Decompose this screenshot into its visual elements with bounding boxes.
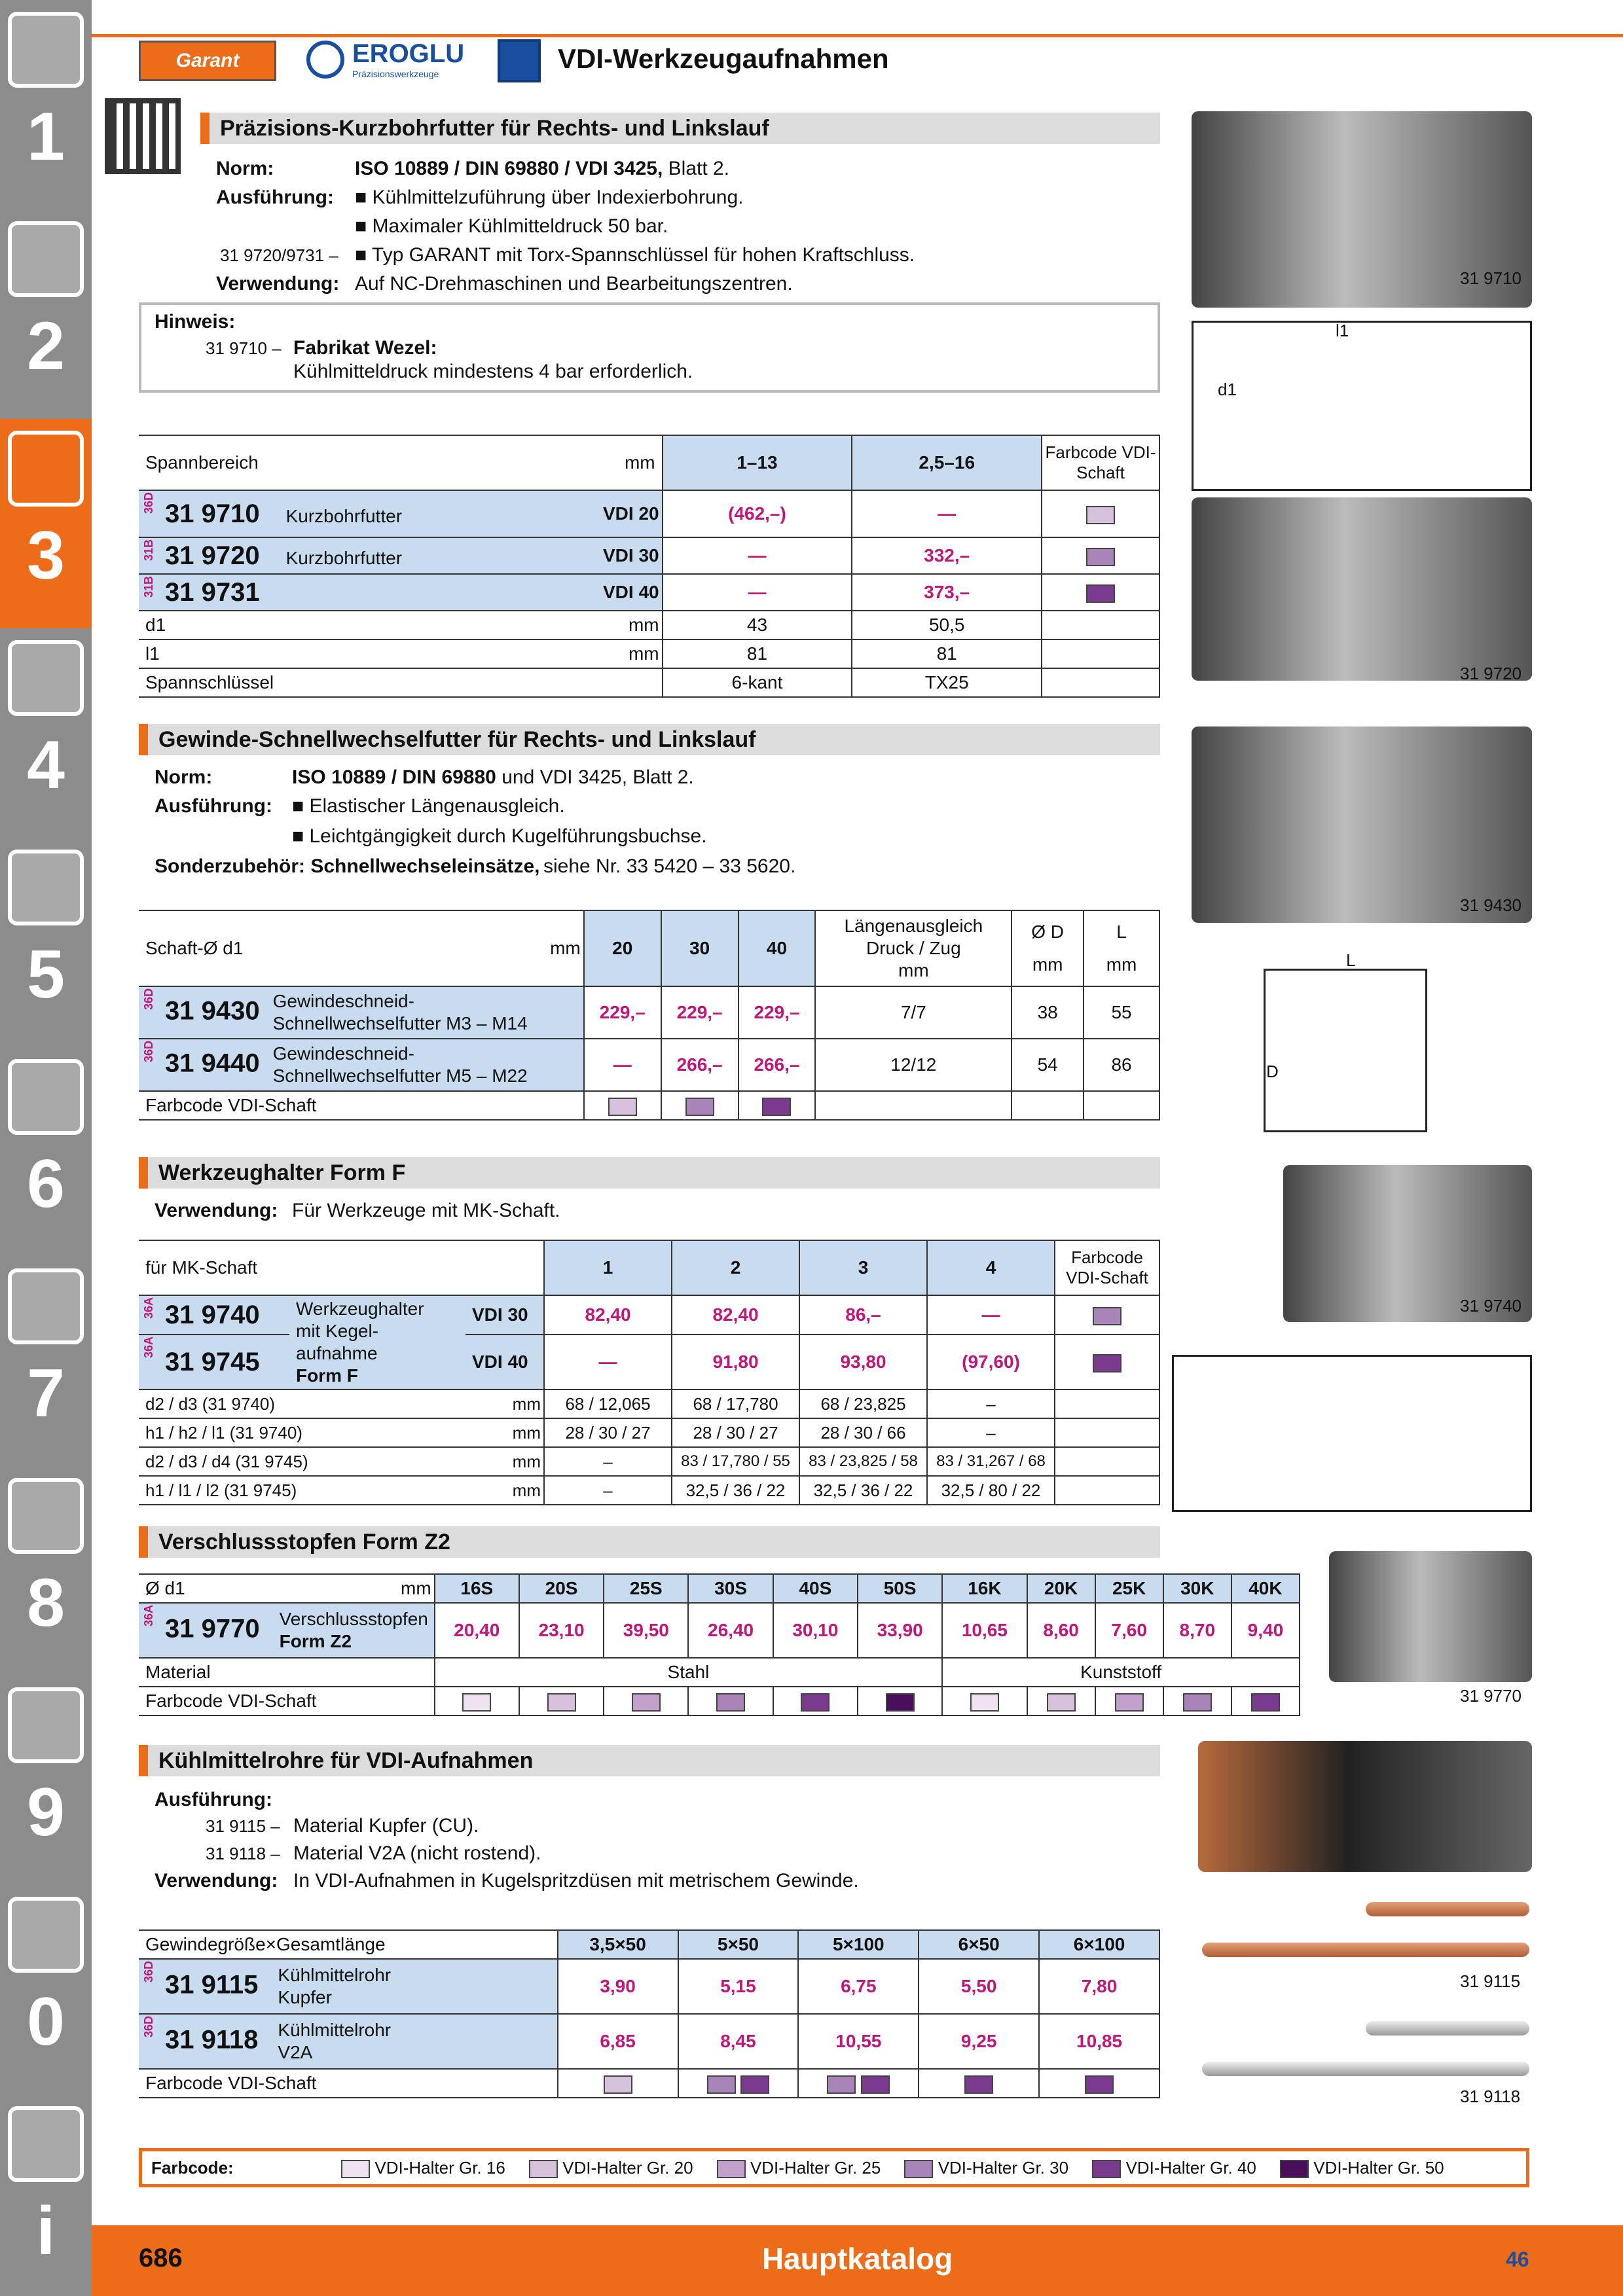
product-image-kuehlmittelrohr-anwendung [1198, 1741, 1532, 1872]
catalog-name: Hauptkatalog [761, 2242, 953, 2276]
color-swatch [1047, 1693, 1076, 1712]
image-caption: 31 9770 [1460, 1686, 1522, 1706]
section-title-verschlussstopfen: Verschlussstopfen Form Z2 [139, 1526, 1160, 1558]
product-image-319430 [1192, 726, 1532, 923]
color-swatch [1086, 548, 1115, 566]
color-code-legend: Farbcode: VDI-Halter Gr. 16 VDI-Halter Gr. 20 VDI-Halter Gr. 25 VDI-Halter Gr. 30 VDI-Halter Gr. 40 VDI-Halter Gr. 50 [139, 2148, 1529, 2187]
image-caption: 31 9720 [1460, 664, 1522, 683]
color-swatch [462, 1693, 491, 1712]
color-swatch [827, 2075, 856, 2094]
ausfuehrung-item: ■ Maximaler Kühlmitteldruck 50 bar. [355, 215, 668, 237]
color-swatch [1093, 1354, 1122, 1372]
color-swatch [529, 2160, 558, 2178]
color-swatch [1092, 2160, 1121, 2178]
color-swatch [685, 1098, 714, 1116]
table-row: 36D 31 9440 Gewindeschneid- Schnellwechselfutter M5 – M22 — 266,– 266,– 12/12 54 86 [139, 1039, 1159, 1091]
dimension-drawing [1172, 1355, 1532, 1512]
table-row: 36D 31 9430 Gewindeschneid- Schnellwechselfutter M3 – M14 229,– 229,– 229,– 7/7 38 55 [139, 986, 1159, 1039]
chapter-tab-5[interactable]: 5 [0, 838, 92, 1047]
hint-ref: 31 9710 – [206, 338, 282, 358]
product-image-319770 [1329, 1551, 1532, 1682]
color-swatch [707, 2075, 736, 2094]
hint-label: Hinweis: [155, 311, 236, 332]
verwendung-label: Verwendung: [216, 273, 340, 295]
wrench-icon [8, 1059, 84, 1135]
caliper-icon [8, 640, 84, 716]
chapter-tab-1[interactable]: 1 [0, 0, 92, 209]
color-swatch [716, 1693, 745, 1712]
chapter-tab-info[interactable]: i [0, 2094, 92, 2296]
color-swatch [904, 2160, 933, 2178]
table-schnellwechselfutter: Schaft-Ø d1 mm 20 30 40 Längenausgleich Druck / Zug mm Ø D mm L mm 36D 31 9430 Gewindeschneid- Schnellwechselfutter M3 – M14 229,– 229,– 229,– 7/7 38 55 36D 31 9440 Gewindeschneid- Schnellwechselfutter M5 – M22 — 266,– 266,– 12/12 54 86 Farbcode VDI-Schaft [139, 910, 1160, 1121]
garant-logo: Garant [139, 41, 276, 81]
chapter-tab-9[interactable]: 9 [0, 1676, 92, 1885]
color-swatch [1093, 1307, 1122, 1325]
image-caption: 31 9710 [1460, 268, 1522, 288]
catalog-page: 1 2 3 4 5 6 7 8 9 0 i Garant EROGLU Präzisionswerkzeuge VDI-Werkzeugaufnahmen Präzisions-Kurzbohrfutter für Rechts- und Linkslauf Norm: ISO 10889 / DIN 69880 / VDI 3425, Blatt 2. Ausführung: ■ Kühlmittelzuführung über Indexierbohrung. ■ Maximaler Kühlmitteldruck 50 bar. 31 9720/9731 – ■ Typ GARANT mit Torx-Spannschlüssel für hohen Kraftschluss. Verwendung: Auf NC-Drehmaschinen und Bearbeitungszentren. Hinweis: 31 9710 – Fabrikat Wezel: Kühlmitteldruck mindestens 4 bar erforderlich. Spannbereich mm 1–13 2,5–16 Farbcode VDI-Schaft 36D 31 9710 Kurzbohrfutter VDI 20 (462,–) — 31B 31 9720 Kurzbohrfutter VDI 30 — 332,– 31B 31 9731 VDI 40 — 373,– d1 mm 43 50,5 l1 mm 81 81 Spannschlüssel 6-kant TX25 31 9710 l1 d1 31 9720 Gewinde-Schnellwechselfutter für Rechts- und Linkslauf Norm: ISO 10889 / DIN 69880 und VDI 3425, Blatt 2. Ausführung: ■ Elastischer Längenausgleich. ■ Leichtgängigkeit durch Kugelführungsbuchse. Sonderzubehör: Schnellwechseleinsätze, siehe Nr. 33 5420 – 33 5620. Schaft-Ø d1 mm 20 30 40 Längenausgleich Druck / Zug mm Ø D mm L mm 36D 31 9430 Gewindeschneid- Schnellwechselfutter M3 – M14 229,– 229,– 229,– 7/7 38 55 36D 31 9440 Gewindeschneid- Schnellwechselfutter M5 – M22 — 266,– 266,– 12/12 54 86 Farbcode VDI-Schaft 31 9430 L D Werkzeughalter Form F Verwendung: Für Werkzeuge mit MK-Schaft. für MK-Schaft 1 2 3 4 Farbcode VDI-Schaft 36A 31 9740 Werkzeughalter mit Kegel- aufnahme Form F VDI 30 82,40 82,40 86,– — 36A 31 9745 VDI 40 — 91,80 93,80 (97,60) d2 / d3 (31 9740) mm 68 / 12,065 68 / 17,780 68 / 23,825 – h1 / h2 / l1 (31 9740) mm 28 / 30 / 27 28 / 30 / 27 28 / 30 / 66 – d2 / d3 / d4 (31 9745) mm – 83 / 17,780 / 55 83 / 23,825 / 58 83 / 31,267 / 68 h1 / l1 / l2 (31 9745) mm – 32,5 / 36 / 22 32,5 / 36 / 22 32,5 / 80 / 22 31 9740 Verschlussstopfen Form Z2 Ø d1 mm 16S 20S 25S 30S 40S 50S 16K 20K 25K 30K 40K 36A 31 9770 Verschlussstopfen Form Z2 20,40 23,10 39,50 26,40 30,10 33,90 10,65 8,60 7,60 8,70 9,40 Material Stahl Kunststoff Farbcode VDI-Schaft 31 9770 Kühlmittelrohre für VDI-Aufnahmen Ausführung: 31 9115 – Material Kupfer (CU). 31 9118 – Material V2A (nicht rostend). Verwendung: In VDI-Aufnahmen in Kugelspritzdüsen mit metrischem Gewinde. Gewindegröße×Gesamtlänge 3,5×50 5×50 5×100 6×50 6×100 36D 31 9115 Kühlmittelrohr Kupfer 3,90 5,15 6,75 5,50 7,80 36D 31 9118 Kühlmittelrohr V2A 6,85 8,45 10,55 9,25 10,85 Farbcode VDI-Schaft 31 9115 31 9118 Farbcode: VDI-Halter Gr. 16 VDI-Halter Gr. 20 VDI-Halter Gr. 25 VDI-Halter Gr. 30 VDI-Halter Gr. 40 VDI-Halter Gr. 50 686 Hauptkatalog 46 [0, 0, 1623, 2296]
table-row: 36A 31 9770 Verschlussstopfen Form Z2 20,40 23,10 39,50 26,40 30,10 33,90 10,65 8,60 7,60 8,70 9,40 [139, 1603, 1300, 1658]
image-caption: 31 9118 [1460, 2087, 1521, 2106]
chapter-tab-6[interactable]: 6 [0, 1047, 92, 1257]
header-rule [92, 34, 1623, 37]
table-row: 31B 31 9731 VDI 40 — 373,– [139, 574, 1159, 611]
pliers-icon [8, 1268, 84, 1344]
chuck-icon [8, 431, 84, 507]
verwendung-text: Auf NC-Drehmaschinen und Bearbeitungszentren. [355, 273, 793, 295]
page-number: 686 [139, 2244, 183, 2272]
chapter-tab-4[interactable]: 4 [0, 628, 92, 838]
page-title: VDI-Werkzeugaufnahmen [558, 43, 889, 74]
dimension-drawing [1264, 969, 1427, 1132]
hint-bold: Fabrikat Wezel: [293, 337, 437, 359]
chapter-tab-3[interactable]: 3 [0, 419, 92, 628]
color-swatch [1085, 2075, 1114, 2094]
chapter-tab-2[interactable]: 2 [0, 209, 92, 419]
section-title-werkzeughalter: Werkzeughalter Form F [139, 1157, 1160, 1189]
table-kurzbohrfutter: Spannbereich mm 1–13 2,5–16 Farbcode VDI-Schaft 36D 31 9710 Kurzbohrfutter VDI 20 (462,–) — 31B 31 9720 Kurzbohrfutter VDI 30 — 332,– 31B 31 9731 VDI 40 — 373,– d1 mm 43 50,5 l1 mm 81 81 Spannschlüssel 6-kant TX25 [139, 435, 1160, 698]
color-swatch [970, 1693, 999, 1712]
color-swatch [964, 2075, 993, 2094]
table-werkzeughalter: für MK-Schaft 1 2 3 4 Farbcode VDI-Schaft 36A 31 9740 Werkzeughalter mit Kegel- aufnahme Form F VDI 30 82,40 82,40 86,– — 36A 31 9745 VDI 40 — 91,80 93,80 (97,60) d2 / d3 (31 9740) mm 68 / 12,065 68 / 17,780 68 / 23,825 – h1 / h2 / l1 (31 9740) mm 28 / 30 / 27 28 / 30 / 27 28 / 30 / 66 – d2 / d3 / d4 (31 9745) mm – 83 / 17,780 / 55 83 / 23,825 / 58 83 / 31,267 / 68 h1 / l1 / l2 (31 9745) mm – 32,5 / 36 / 22 32,5 / 36 / 22 32,5 / 80 / 22 [139, 1240, 1160, 1505]
table-verschlussstopfen: Ø d1 mm 16S 20S 25S 30S 40S 50S 16K 20K 25K 30K 40K 36A 31 9770 Verschlussstopfen Form Z2 20,40 23,10 39,50 26,40 30,10 33,90 10,65 8,60 7,60 8,70 9,40 Material Stahl Kunststoff Farbcode VDI-Schaft [139, 1573, 1300, 1716]
table-row: 36D 31 9710 Kurzbohrfutter VDI 20 (462,–) — [139, 490, 1159, 537]
color-swatch [801, 1693, 830, 1712]
dimension-drawing [1192, 321, 1532, 491]
table-row: 36A 31 9745 VDI 40 — 91,80 93,80 (97,60) [139, 1335, 1159, 1390]
info-icon [8, 2106, 84, 2182]
color-swatch [1086, 506, 1115, 524]
color-swatch [632, 1693, 661, 1712]
section-title-kuehlmittelrohre: Kühlmittelrohre für VDI-Aufnahmen [139, 1745, 1160, 1776]
wezel-logo [498, 39, 541, 82]
chapter-tab-7[interactable]: 7 [0, 1257, 92, 1466]
color-swatch [861, 2075, 890, 2094]
product-image-319720 [1192, 497, 1532, 681]
page-reference: 46 [1506, 2248, 1529, 2271]
drill-icon [8, 12, 84, 88]
color-swatch [717, 2160, 746, 2178]
color-swatch [886, 1693, 915, 1712]
color-swatch [762, 1098, 791, 1116]
ausfuehrung-label: Ausführung: [216, 187, 334, 208]
color-swatch [1183, 1693, 1212, 1712]
table-row: 31B 31 9720 Kurzbohrfutter VDI 30 — 332,– [139, 537, 1159, 574]
eroglu-logo: EROGLU Präzisionswerkzeuge [306, 39, 496, 82]
safety-glasses-icon [8, 1897, 84, 1973]
page-footer [92, 2225, 1623, 2296]
eroglu-emblem-icon [306, 41, 344, 79]
table-row: 36A 31 9740 Werkzeughalter mit Kegel- aufnahme Form F VDI 30 82,40 82,40 86,– — [139, 1295, 1159, 1335]
color-swatch [1115, 1693, 1144, 1712]
color-swatch [604, 2075, 632, 2094]
ausfuehrung-item: ■ Typ GARANT mit Torx-Spannschlüssel für hohen Kraftschluss. [355, 244, 915, 266]
qr-code[interactable] [105, 98, 181, 174]
cabinet-icon [8, 1687, 84, 1763]
hint-text: Kühlmitteldruck mindestens 4 bar erforderlich. [293, 361, 693, 382]
image-caption: 31 9115 [1460, 1971, 1521, 1991]
chapter-tab-8[interactable]: 8 [0, 1466, 92, 1676]
product-image-319115-short [1366, 1902, 1529, 1916]
product-image-319115-long [1202, 1943, 1529, 1957]
chapter-sidebar [0, 0, 92, 2296]
image-caption: 31 9430 [1460, 895, 1522, 915]
toolbox-icon [8, 1478, 84, 1554]
ausfuehrung-item: ■ Kühlmittelzuführung über Indexierbohrung. [355, 187, 744, 208]
color-swatch [1280, 2160, 1309, 2178]
ausfuehrung-ref: 31 9720/9731 – [220, 245, 338, 265]
table-row: 36D 31 9115 Kühlmittelrohr Kupfer 3,90 5,15 6,75 5,50 7,80 [139, 1959, 1159, 2014]
color-swatch [1086, 584, 1115, 603]
color-swatch [547, 1693, 576, 1712]
color-swatch [341, 2160, 370, 2178]
product-image-319118-long [1202, 2062, 1529, 2076]
table-kuehlmittelrohre: Gewindegröße×Gesamtlänge 3,5×50 5×50 5×100 6×50 6×100 36D 31 9115 Kühlmittelrohr Kupfer 3,90 5,15 6,75 5,50 7,80 36D 31 9118 Kühlmittelrohr V2A 6,85 8,45 10,55 9,25 10,85 Farbcode VDI-Schaft [139, 1929, 1160, 2098]
product-image-319118-short [1366, 2021, 1529, 2036]
insert-icon [8, 221, 84, 297]
saw-icon [8, 850, 84, 925]
table-row: 36D 31 9118 Kühlmittelrohr V2A 6,85 8,45 10,55 9,25 10,85 [139, 2014, 1159, 2069]
section-title-kurzbohrfutter: Präzisions-Kurzbohrfutter für Rechts- und Linkslauf [200, 113, 1160, 144]
color-swatch [1251, 1693, 1280, 1712]
color-swatch [608, 1098, 637, 1116]
chapter-tab-0[interactable]: 0 [0, 1885, 92, 2094]
norm-label: Norm: [216, 158, 274, 179]
section-title-schnellwechselfutter: Gewinde-Schnellwechselfutter für Rechts- und Linkslauf [139, 724, 1160, 755]
color-swatch [740, 2075, 769, 2094]
image-caption: 31 9740 [1460, 1296, 1522, 1316]
norm-text: ISO 10889 / DIN 69880 / VDI 3425, Blatt 2. [355, 158, 730, 179]
